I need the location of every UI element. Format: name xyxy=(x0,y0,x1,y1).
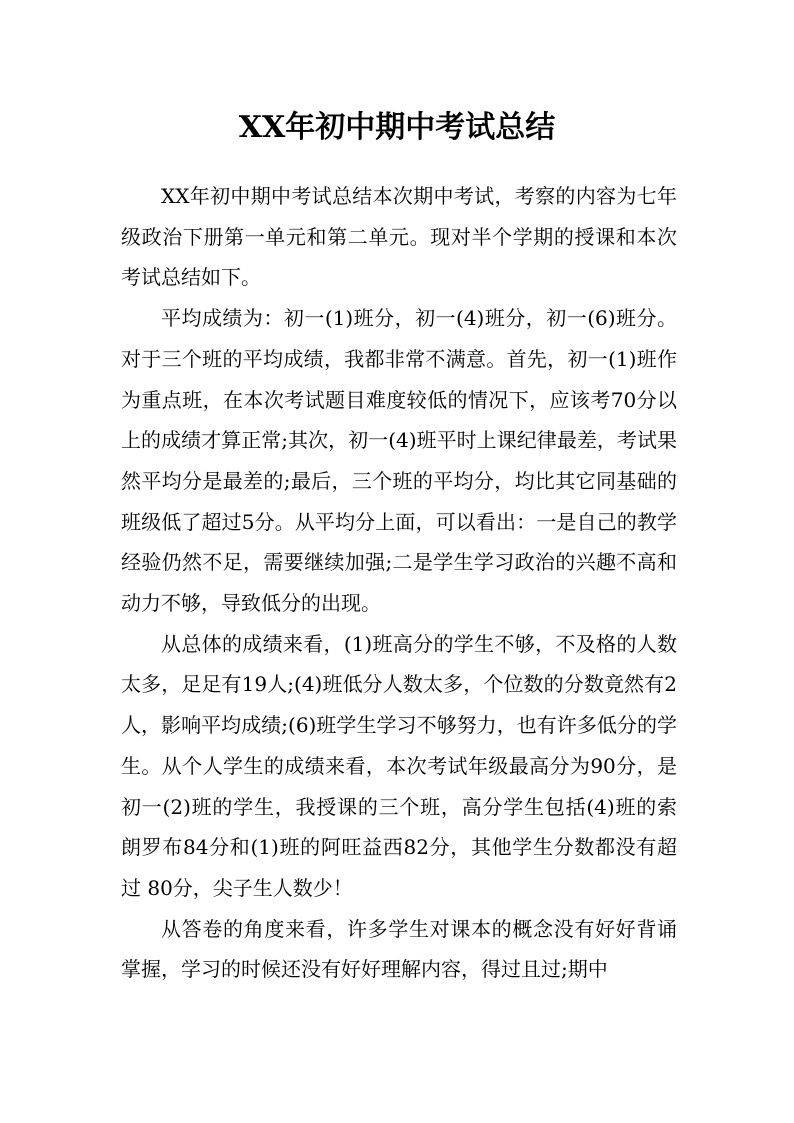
paragraph-intro: XX年初中期中考试总结本次期中考试，考察的内容为七年级政治下册第一单元和第二单元。现对半个学期的授课和本次考试总结如下。 xyxy=(121,184,677,290)
document-title: XX年初中期中考试总结 xyxy=(238,110,556,145)
paragraph-answer-sheets: 从答卷的角度来看，许多学生对课本的概念没有好好背诵掌握，学习的时候还没有好好理解内容，得过且过;期中 xyxy=(121,916,677,982)
paragraph-overall-results: 从总体的成绩来看，(1)班高分的学生不够，不及格的人数太多，足足有19人;(4)班低分人数太多，个位数的分数竟然有2人，影响平均成绩;(6)班学生学习不够努力，也有许多低分的学生。从个人学生的成绩来看，本次考试年级最高分为90分，是初一(2)班的学生，我授课的三个班，高分学生包括(4)班的索朗罗布84分和(1)班的阿旺益西82分，其他学生分数都没有超过 80分，尖子生人数少！ xyxy=(121,631,677,900)
document-body xyxy=(121,176,677,990)
paragraph-average-scores: 平均成绩为：初一(1)班分，初一(4)班分，初一(6)班分。对于三个班的平均成绩，我都非常不满意。首先，初一(1)班作为重点班，在本次考试题目难度较低的情况下，应该考70分以上的成绩才算正常;其次，初一(4)班平时上课纪律最差，考试果然平均分是最差的;最后，三个班的平均分，均比其它同基础的班级低了超过5分。从平均分上面，可以看出：一是自己的教学经验仍然不足，需要继续加强;二是学生学习政治的兴趣不高和动力不够，导致低分的出现。 xyxy=(121,306,677,616)
